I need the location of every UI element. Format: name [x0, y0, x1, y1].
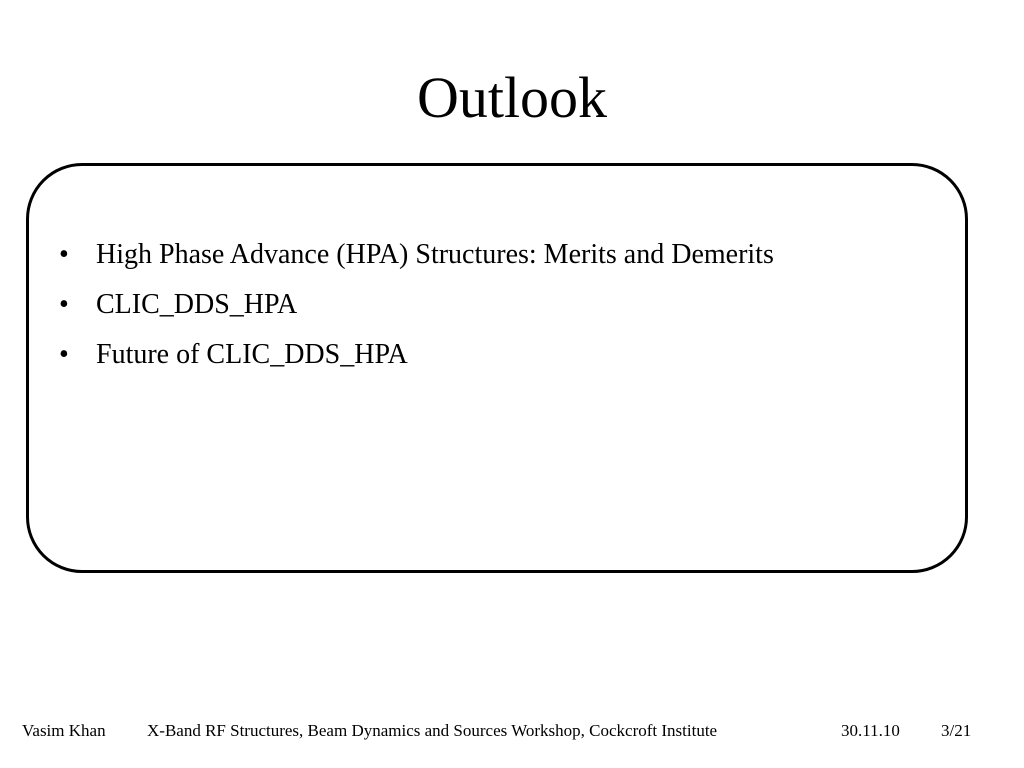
- bullet-list: [59, 230, 774, 380]
- bullet-item: [59, 330, 774, 380]
- footer-event: X-Band RF Structures, Beam Dynamics and Sources Workshop, Cockcroft Institute: [147, 721, 718, 740]
- slide-footer: [0, 717, 1024, 745]
- bullet-icon: •: [59, 289, 69, 320]
- slide-title: Outlook: [416, 65, 608, 130]
- bullet-item: [59, 230, 774, 280]
- bullet-text: CLIC_DDS_HPA: [96, 289, 298, 320]
- footer-author: Vasim Khan: [22, 721, 106, 740]
- bullet-icon: •: [59, 239, 69, 270]
- bullet-text: High Phase Advance (HPA) Structures: Merits and Demerits: [96, 239, 774, 270]
- bullet-item: [59, 280, 774, 330]
- bullet-text: Future of CLIC_DDS_HPA: [96, 339, 408, 370]
- content-box: [26, 163, 968, 573]
- bullet-icon: •: [59, 339, 69, 370]
- footer-page-number: 3/21: [941, 721, 972, 740]
- footer-date: 30.11.10: [841, 721, 900, 740]
